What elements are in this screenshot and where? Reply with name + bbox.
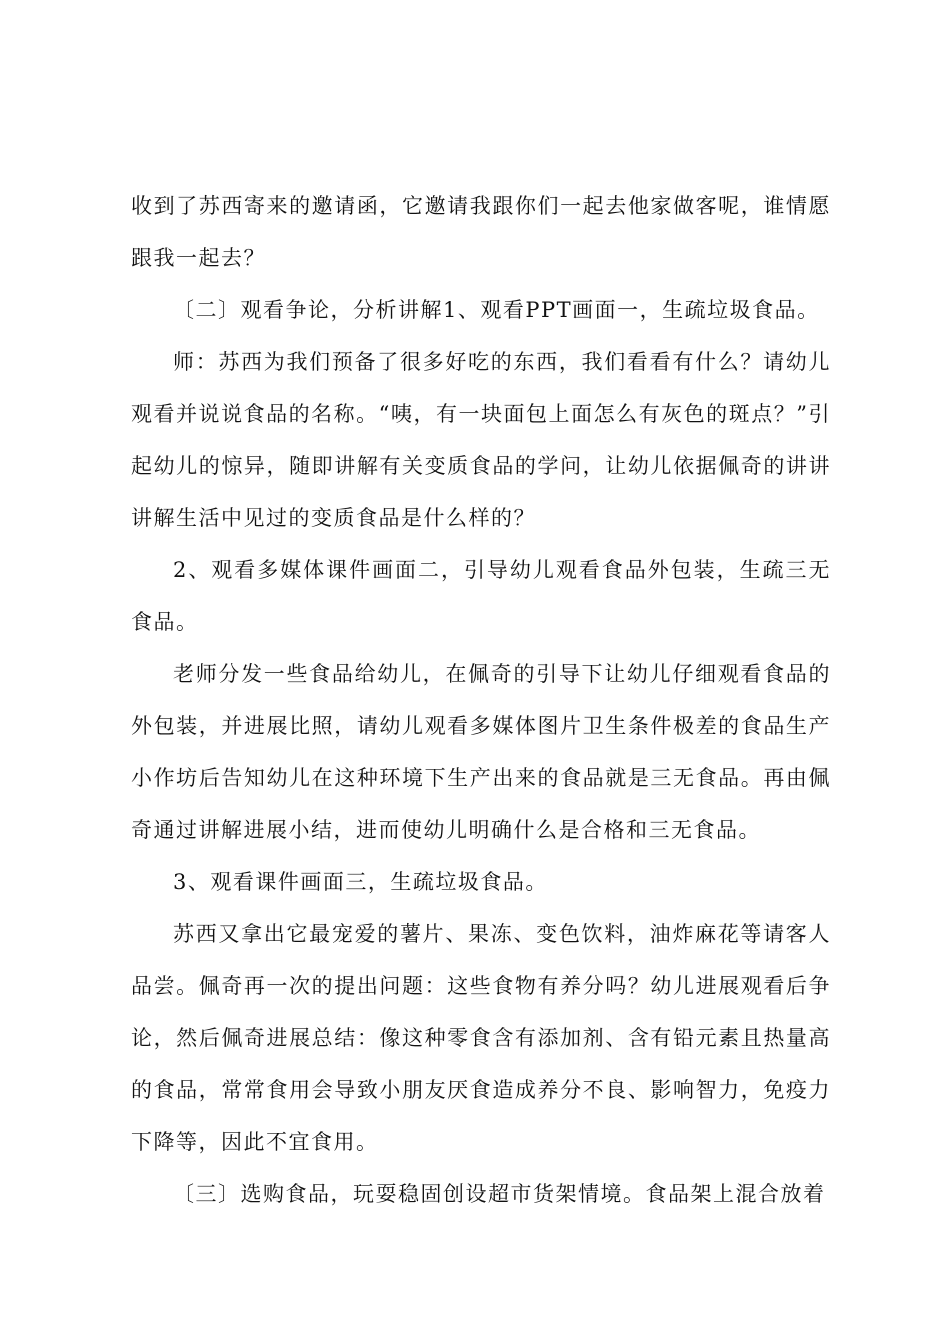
paragraph-6: 3、观看课件画面三，生疏垃圾食品。 — [173, 870, 548, 894]
paragraph-2: 〔二〕观看争论，分析讲解1、观看PPT画面一，生疏垃圾食品。 — [173, 298, 820, 322]
paragraph-4: 2、观看多媒体课件画面二，引导幼儿观看食品外包装，生疏三无食品。 — [131, 558, 831, 634]
document-body — [131, 180, 831, 1220]
paragraph-8: 〔三〕选购食品，玩耍稳固创设超市货架情境。食品架上混合放着 — [173, 1182, 826, 1206]
paragraph-5: 老师分发一些食品给幼儿，在佩奇的引导下让幼儿仔细观看食品的外包装，并进展比照，请幼儿观看多媒体图片卫生条件极差的食品生产小作坊后告知幼儿在这种环境下生产出来的食品就是三无食品。再由佩奇通过讲解进展小结，进而使幼儿明确什么是合格和三无食品。 — [131, 662, 831, 842]
paragraph-7: 苏西又拿出它最宠爱的薯片、果冻、变色饮料，油炸麻花等请客人品尝。佩奇再一次的提出问题：这些食物有养分吗？幼儿进展观看后争论，然后佩奇进展总结：像这种零食含有添加剂、含有铅元素且热量高的食品，常常食用会导致小朋友厌食造成养分不良、影响智力，免疫力下降等，因此不宜食用。 — [131, 922, 831, 1154]
paragraph-1: 收到了苏西寄来的邀请函，它邀请我跟你们一起去他家做客呢，谁情愿跟我一起去？ — [131, 194, 831, 270]
paragraph-3: 师：苏西为我们预备了很多好吃的东西，我们看看有什么？请幼儿观看并说说食品的名称。“咦，有一块面包上面怎么有灰色的斑点？”引起幼儿的惊异，随即讲解有关变质食品的学问，让幼儿依据佩奇的讲讲讲解生活中见过的变质食品是什么样的？ — [131, 350, 831, 530]
